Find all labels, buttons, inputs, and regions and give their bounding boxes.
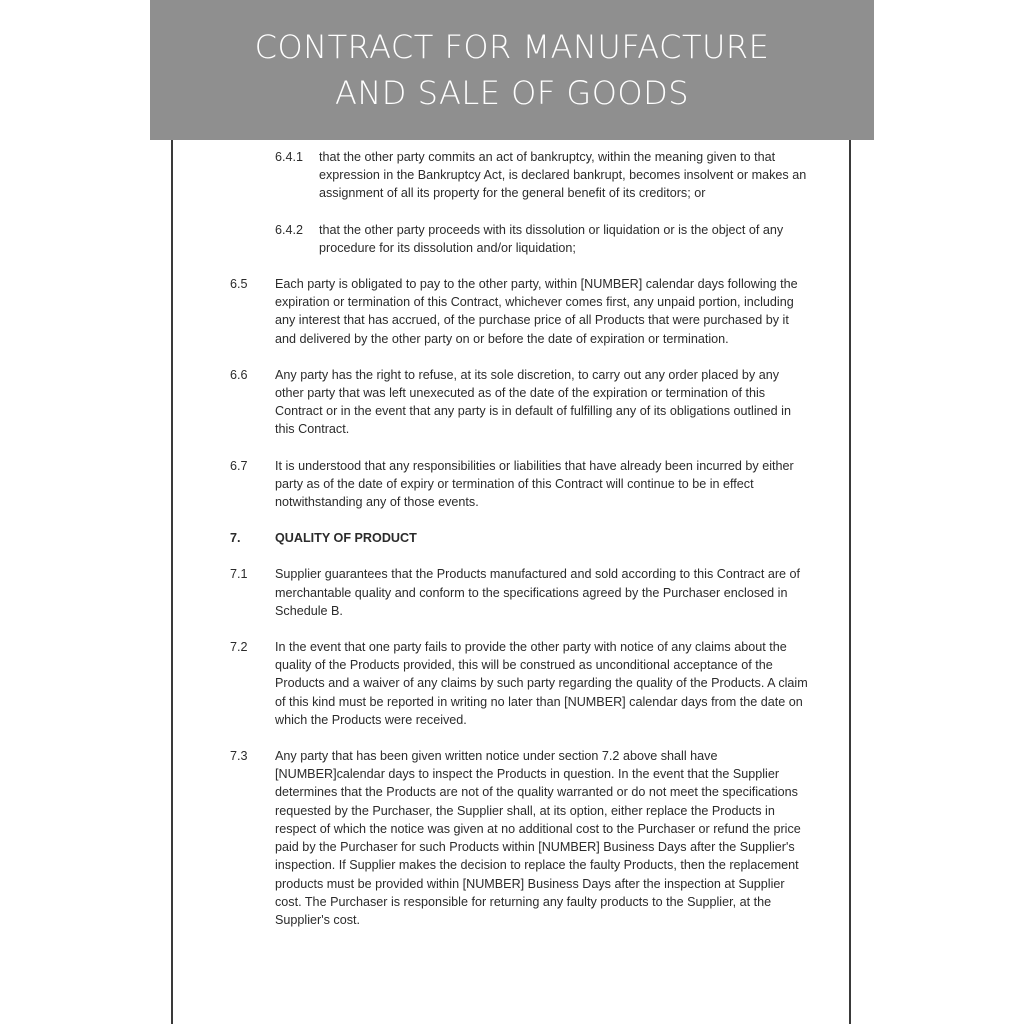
clause-text: that the other party commits an act of bankruptcy, within the meaning given to that expression in the Bankruptcy Act, is declared bankrupt, becomes insolvent or makes an assignment of all its property for the general benefit of its creditors; or: [319, 150, 807, 201]
page-border-right: [849, 130, 851, 1024]
clause-6-5: [230, 275, 810, 348]
clause-7-3: [230, 747, 810, 929]
clause-text: In the event that one party fails to provide the other party with notice of any claims about the quality of the Products provided, this will be construed as unconditional acceptance of the Products and a waiver of any claims by such party regarding the quality of the Products. A claim of this kind must be reported in writing no later than [NUMBER] calendar days from the date on which the Products were received.: [275, 640, 808, 727]
banner-title-line-1: CONTRACT FOR MANUFACTURE: [254, 28, 770, 66]
clause-number: 7.2: [230, 640, 248, 655]
section-heading-7: [230, 529, 810, 547]
section-title: QUALITY OF PRODUCT: [275, 531, 417, 546]
clause-text: Any party has the right to refuse, at its sole discretion, to carry out any order placed by any other party that was left unexecuted as of the date of the expiration or termination of this Contract or in the event that any party is in default of fulfilling any of its obligations outlined in this Contract.: [275, 367, 791, 437]
clause-6-6: [230, 366, 810, 439]
section-number: 7.: [230, 531, 241, 546]
contract-document: [230, 148, 810, 947]
clause-number: 6.5: [230, 277, 248, 292]
page-border-left: [171, 130, 173, 1024]
banner-title-line-2: AND SALE OF GOODS: [334, 74, 690, 112]
clause-text: It is understood that any responsibilities or liabilities that have already been incurred by either party as of the date of expiry or termination of this Contract will continue to be in effect notwithstanding any of those events.: [275, 458, 794, 510]
clause-text: that the other party proceeds with its dissolution or liquidation or is the object of any procedure for its dissolution and/or liquidation;: [319, 222, 784, 255]
clause-text: Supplier guarantees that the Products manufactured and sold according to this Contract are of merchantable quality and conform to the specifications agreed by the Purchaser enclosed in Schedule B.: [275, 567, 801, 618]
clause-text: Any party that has been given written notice under section 7.2 above shall have [NUMBER]calendar days to inspect the Products in question. In the event that the Supplier determines that the Products are not of the quality warranted or do not meet the specifications requested by the Purchaser, the Supplier shall, at its option, either replace the Products in respect of which the notice was given at no additional cost to the Purchaser or refund the price paid by the Purchaser for such Products within [NUMBER] Business Days after the Supplier's inspection. If Supplier makes the decision to replace the faulty Products, then the replacement products must be provided within [NUMBER] Business Days after the inspection at Supplier cost. The Purchaser is responsible for returning any faulty products to the Supplier, at the Supplier's cost.: [275, 749, 801, 927]
clause-number: 7.1: [230, 567, 248, 582]
clause-text: Each party is obligated to pay to the other party, within [NUMBER] calendar days following the expiration or termination of this Contract, whichever comes first, any unpaid portion, including any interest that has accrued, of the purchase price of all Products that were purchased by it and delivered by the other party on or before the date of expiration or termination.: [275, 277, 798, 346]
clause-number: 7.3: [230, 749, 248, 764]
clause-6-4-2: [230, 221, 810, 257]
clause-number: 6.4.1: [275, 150, 304, 164]
clause-number: 6.7: [230, 458, 248, 473]
clause-7-2: [230, 638, 810, 729]
clause-6-7: [230, 457, 810, 512]
clause-7-1: [230, 565, 810, 620]
clause-number: 6.4.2: [275, 222, 304, 237]
clause-number: 6.6: [230, 367, 248, 382]
title-banner: [150, 0, 874, 140]
clause-6-4-1: [230, 148, 810, 203]
